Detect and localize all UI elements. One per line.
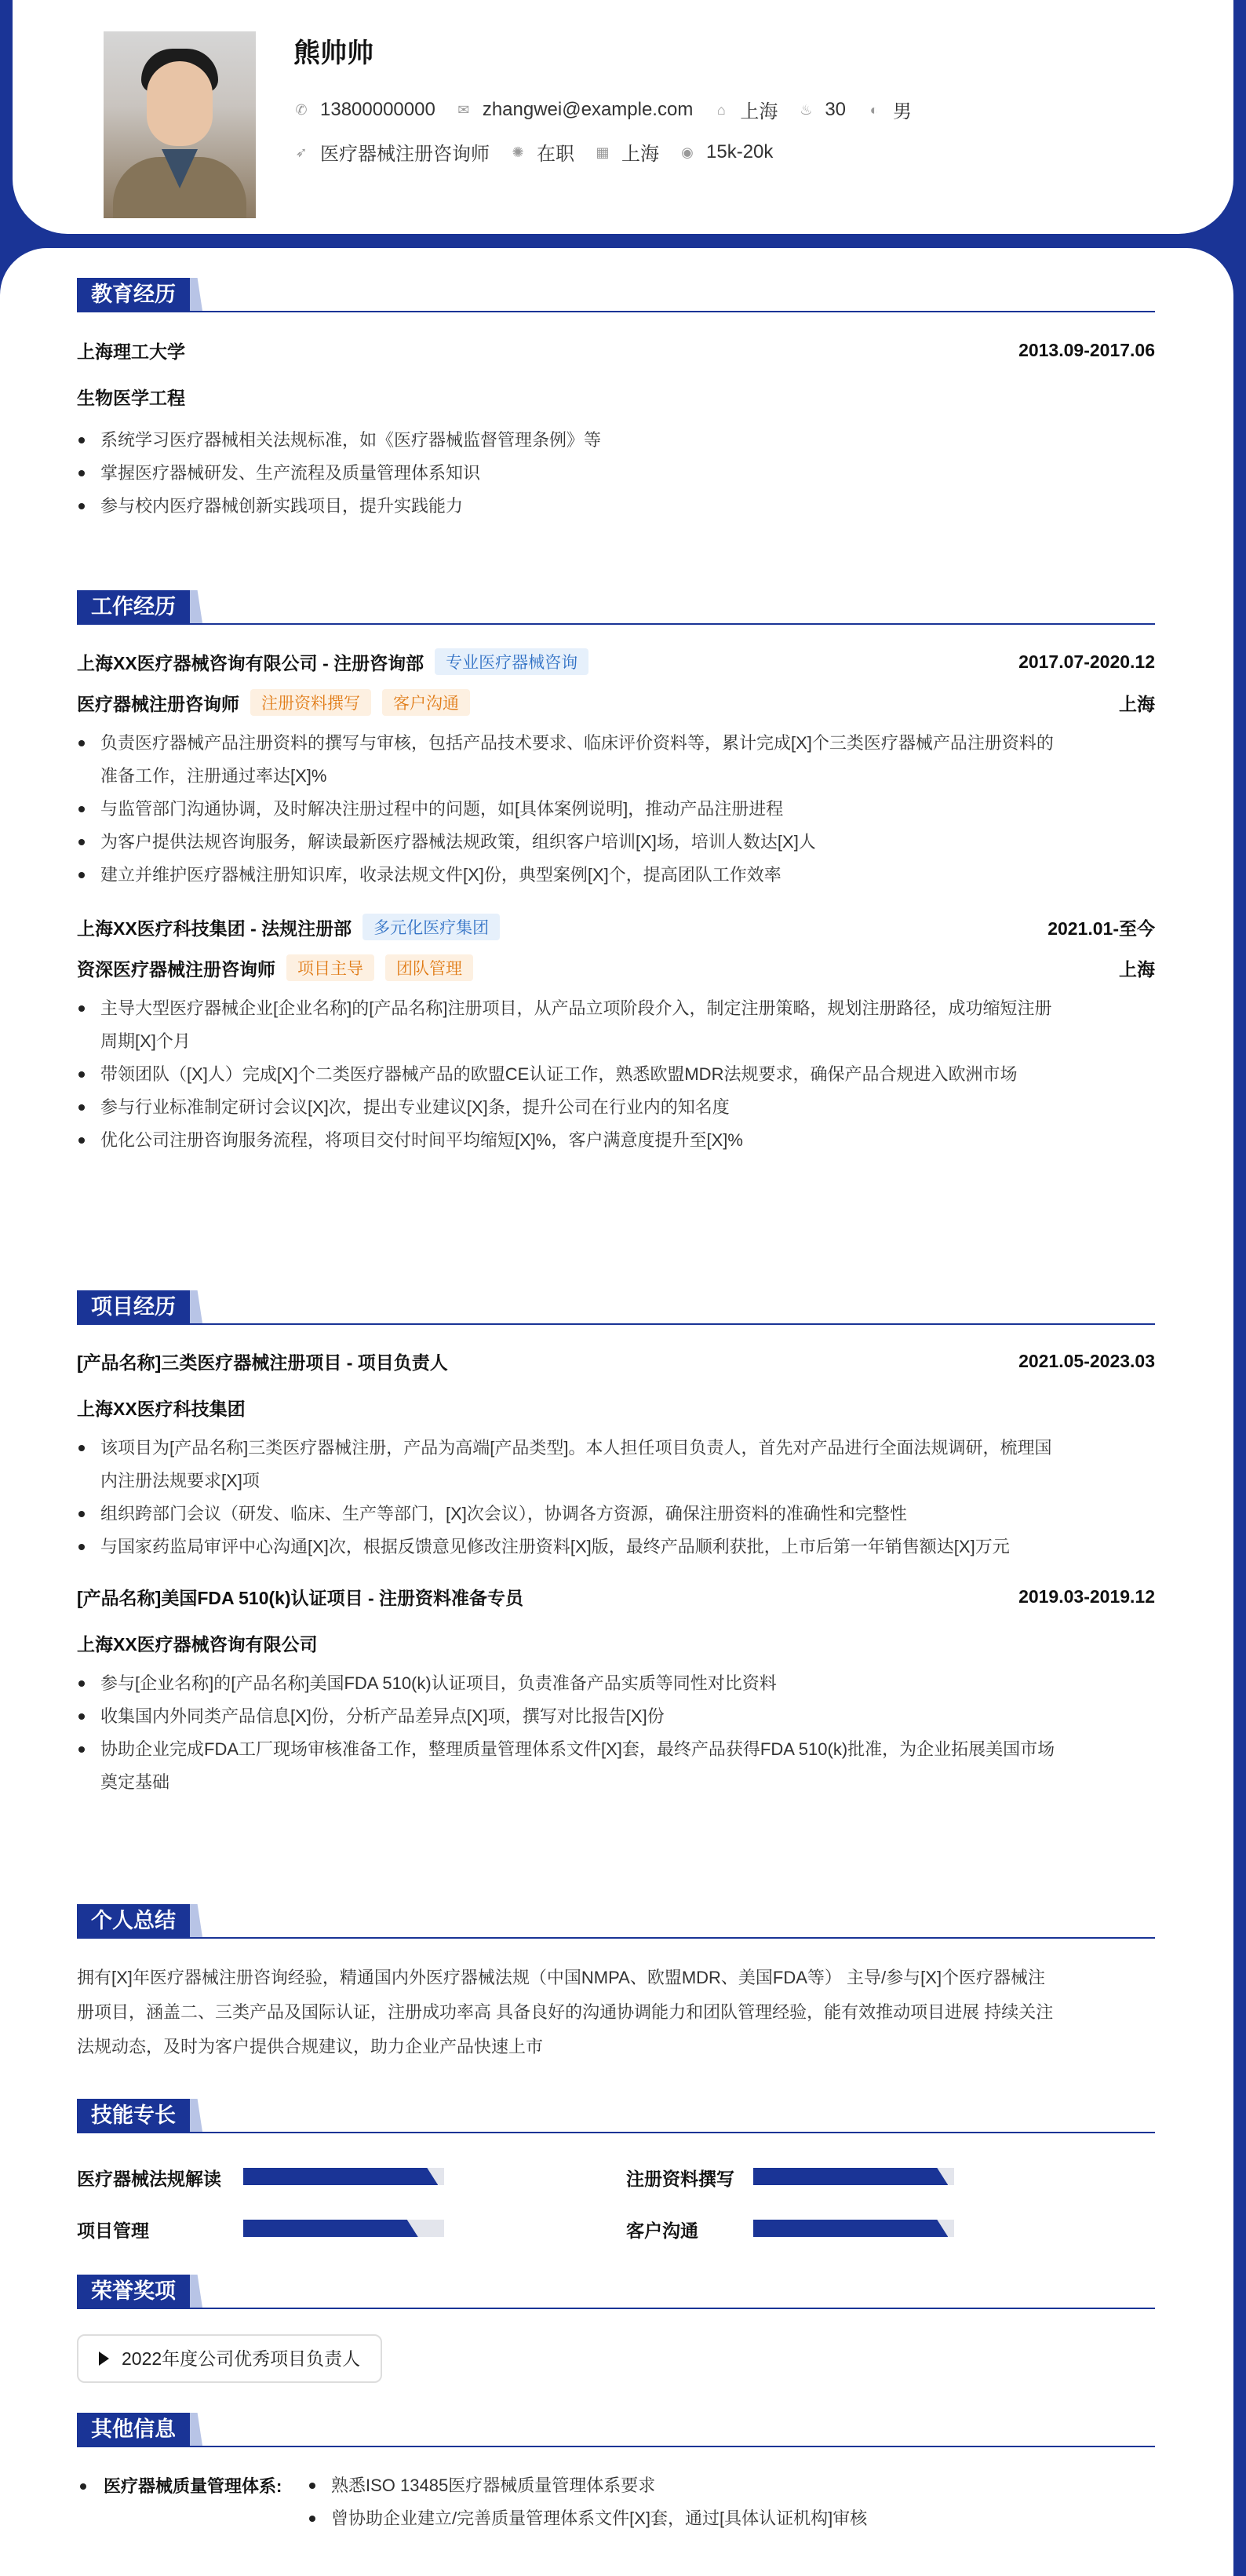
role-tag: 客户沟通	[382, 689, 470, 716]
list-item: 带领团队（[X]人）完成[X]个二类医疗器械产品的欧盟CE认证工作，熟悉欧盟MDR法规要求，确保产品合规进入欧洲市场	[77, 1058, 1155, 1091]
contact-row	[293, 96, 932, 123]
send-icon: ➶	[295, 144, 308, 160]
section-title: 项目经历	[77, 1290, 190, 1323]
project-section	[77, 1287, 1155, 1799]
summary-section	[77, 1901, 1155, 2064]
resume-body	[0, 248, 1233, 2576]
gender: 男	[893, 101, 913, 122]
triangle-icon	[99, 2352, 109, 2366]
list-item: 参与校内医疗器械创新实践项目，提升实践能力	[77, 490, 1155, 523]
work-period: 2021.01-至今	[1047, 918, 1155, 939]
list-item: 该项目为[产品名称]三类医疗器械注册，产品为高端[产品类型]。本人担任项目负责人，首先对产品进行全面法规调研，梳理国 内注册法规要求[X]项	[77, 1432, 1155, 1498]
award-chip	[77, 2334, 382, 2383]
list-item: 组织跨部门会议（研发、临床、生产等部门，[X]次会议），协调各方资源，确保注册资料的准确性和完整性	[77, 1498, 1155, 1531]
list-item: 曾协助企业建立/完善质量管理体系文件[X]套，通过[具体认证机构]审核	[308, 2502, 1014, 2535]
education-bullets	[77, 424, 1155, 523]
gender-icon: ◐	[869, 101, 879, 118]
home-icon: ⌂	[716, 101, 726, 118]
target-position: 医疗器械注册咨询师	[320, 144, 490, 165]
city: 上海	[740, 101, 778, 122]
company-tag: 专业医疗器械咨询	[435, 648, 588, 675]
list-item: 建立并维护医疗器械注册知识库，收录法规文件[X]份，典型案例[X]个，提高团队工作效率	[77, 859, 1155, 892]
list-item: 收集国内外同类产品信息[X]份，分析产品差异点[X]项，撰写对比报告[X]份	[77, 1700, 1155, 1733]
job-role: 资深医疗器械注册咨询师	[77, 958, 275, 980]
award-label: 2022年度公司优秀项目负责人	[122, 2348, 361, 2369]
profile-header	[13, 0, 1233, 234]
list-item: 为客户提供法规咨询服务，解读最新医疗器械法规政策，组织客户培训[X]场，培训人数达[X]人	[77, 826, 1155, 859]
school-name: 上海理工大学	[77, 341, 185, 362]
list-item: 参与行业标准制定研讨会议[X]次，提出专业建议[X]条，提升公司在行业内的知名度	[77, 1091, 1155, 1124]
status-icon: ✺	[512, 144, 524, 160]
skill-bar	[753, 2220, 954, 2237]
skill-name: 项目管理	[77, 2220, 149, 2241]
section-title: 其他信息	[77, 2413, 190, 2446]
work-period: 2017.07-2020.12	[1018, 651, 1155, 672]
work-section	[77, 587, 1155, 1157]
role-tag: 注册资料撰写	[250, 689, 371, 716]
major: 生物医学工程	[77, 388, 185, 408]
avatar	[104, 31, 256, 218]
other-section	[77, 2410, 1155, 2528]
list-item: 负责医疗器械产品注册资料的撰写与审核，包括产品技术要求、临床评价资料等，累计完成[X]个三类医疗器械产品注册资料的 准备工作，注册通过率达[X]%	[77, 727, 1155, 793]
work-bullets	[77, 727, 1155, 892]
role-tag: 团队管理	[385, 954, 473, 981]
awards-section	[77, 2271, 1155, 2389]
summary-text: 拥有[X]年医疗器械注册咨询经验，精通国内外医疗器械法规（中国NMPA、欧盟MDR、美国FDA等） 主导/参与[X]个医疗器械注 册项目，涵盖二、三类产品及国际认证，注册成功率高 具备良好的沟通协调能力和团队管理经验，能有效推动项目进展 持续关注 法规动态，及时为客户提供合规建议，助力企业产品快速上市	[77, 1968, 1054, 2056]
project-title: [产品名称]三类医疗器械注册项目 - 项目负责人	[77, 1352, 448, 1373]
education-period: 2013.09-2017.06	[1018, 340, 1155, 360]
salary: 15k-20k	[706, 140, 774, 162]
education-section	[77, 275, 1155, 523]
project-period: 2021.05-2023.03	[1018, 1351, 1155, 1371]
other-label: 医疗器械质量管理体系:	[104, 2476, 282, 2496]
skills-section	[77, 2096, 1155, 2241]
section-title: 教育经历	[77, 278, 190, 311]
work-location: 上海	[1119, 958, 1155, 980]
skill-name: 注册资料撰写	[626, 2169, 734, 2189]
skill-bar	[753, 2168, 954, 2185]
company-name: 上海XX医疗器械咨询有限公司 - 注册咨询部	[77, 652, 424, 673]
project-org: 上海XX医疗器械咨询有限公司	[77, 1634, 318, 1655]
mail-icon: ✉	[457, 101, 470, 118]
list-item: 掌握医疗器械研发、生产流程及质量管理体系知识	[77, 457, 1155, 490]
section-title: 荣誉奖项	[77, 2275, 190, 2308]
section-title: 技能专长	[77, 2099, 190, 2132]
project-title: [产品名称]美国FDA 510(k)认证项目 - 注册资料准备专员	[77, 1588, 524, 1608]
role-tag: 项目主导	[286, 954, 374, 981]
list-item: 协助企业完成FDA工厂现场审核准备工作，整理质量管理体系文件[X]套，最终产品获得FDA 510(k)批准，为企业拓展美国市场 奠定基础	[77, 1733, 1155, 1799]
list-item: 主导大型医疗器械企业[企业名称]的[产品名称]注册项目，从产品立项阶段介入，制定注册策略，规划注册路径，成功缩短注册 周期[X]个月	[77, 992, 1155, 1058]
skill-name: 客户沟通	[626, 2220, 698, 2241]
other-bullets	[308, 2469, 1014, 2535]
email: zhangwei@example.com	[482, 98, 694, 120]
skill-name: 医疗器械法规解读	[77, 2169, 221, 2189]
section-title: 个人总结	[77, 1904, 190, 1937]
list-item: 参与[企业名称]的[产品名称]美国FDA 510(k)认证项目，负责准备产品实质等同性对比资料	[77, 1667, 1155, 1700]
project-period: 2019.03-2019.12	[1018, 1586, 1155, 1607]
job-intent-row	[293, 138, 793, 166]
job-role: 医疗器械注册咨询师	[77, 693, 239, 714]
project-org: 上海XX医疗科技集团	[77, 1399, 246, 1419]
list-item: 优化公司注册咨询服务流程，将项目交付时间平均缩短[X]%，客户满意度提升至[X]%	[77, 1124, 1155, 1157]
cake-icon: ♨	[800, 101, 813, 118]
project-bullets	[77, 1667, 1155, 1799]
phone-icon: ✆	[295, 101, 308, 118]
work-city: 上海	[621, 144, 659, 165]
list-item: 系统学习医疗器械相关法规标准，如《医疗器械监督管理条例》等	[77, 424, 1155, 457]
age: 30	[825, 98, 847, 120]
company-name: 上海XX医疗科技集团 - 法规注册部	[77, 918, 352, 939]
work-location: 上海	[1119, 693, 1155, 714]
building-icon: ▦	[596, 144, 610, 160]
skill-bar	[243, 2220, 444, 2237]
company-tag: 多元化医疗集团	[363, 914, 500, 940]
phone: 13800000000	[320, 98, 435, 120]
section-title: 工作经历	[77, 590, 190, 623]
list-item: 与监管部门沟通协调，及时解决注册过程中的问题，如[具体案例说明]，推动产品注册进程	[77, 793, 1155, 826]
list-item: 与国家药监局审评中心沟通[X]次，根据反馈意见修改注册资料[X]版，最终产品顺利获批，上市后第一年销售额达[X]万元	[77, 1531, 1155, 1563]
candidate-name: 熊帅帅	[293, 38, 373, 68]
work-bullets	[77, 992, 1155, 1157]
skill-bar	[243, 2168, 444, 2185]
project-bullets	[77, 1432, 1155, 1563]
salary-icon: ◉	[681, 144, 694, 160]
list-item: 熟悉ISO 13485医疗器械质量管理体系要求	[308, 2469, 1014, 2502]
job-status: 在职	[537, 144, 574, 165]
